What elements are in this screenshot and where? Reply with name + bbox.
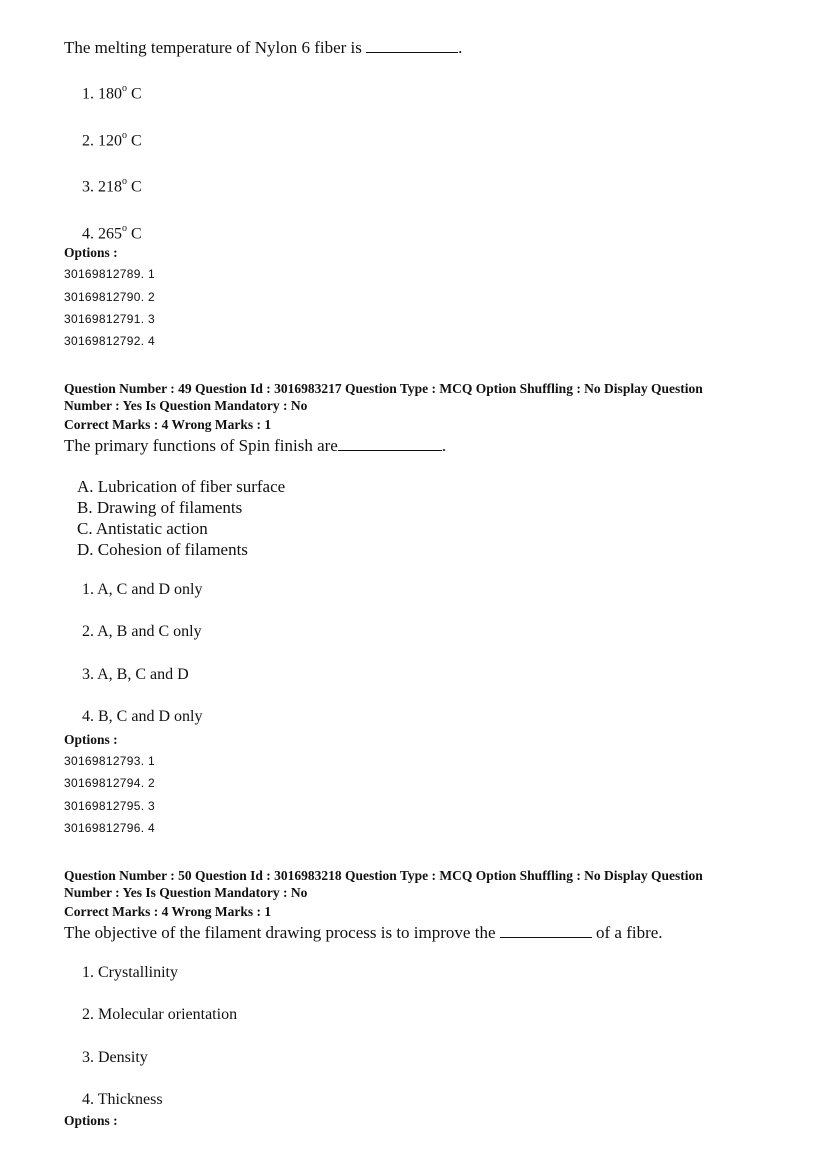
question-stem xyxy=(64,38,462,58)
answer-choice: 1. 180$^o$ C xyxy=(82,83,142,103)
answer-choice: 2. 120$^o$ C xyxy=(82,130,142,150)
options-label: Options : xyxy=(64,1113,118,1128)
question-stem xyxy=(64,436,446,456)
statement: D. Cohesion of filaments xyxy=(77,540,248,559)
statement: A. Lubrication of fiber surface xyxy=(77,477,286,496)
stem-text: The melting temperature of Nylon 6 fiber is xyxy=(64,38,367,57)
question-meta-line: Number : Yes Is Question Mandatory : No xyxy=(64,398,308,413)
statement: B. Drawing of filaments xyxy=(77,498,243,517)
question-marks: Correct Marks : 4 Wrong Marks : 1 xyxy=(64,417,272,432)
option-id: 30169812792. 4 xyxy=(64,334,155,348)
answer-blank xyxy=(500,923,592,938)
answer-blank xyxy=(338,436,442,451)
question-stem xyxy=(64,923,663,943)
answer-choice: 3. A, B, C and D xyxy=(82,666,189,683)
stem-text: The primary functions of Spin finish are xyxy=(64,436,338,455)
answer-choice: 1. Crystallinity xyxy=(82,964,178,981)
question-meta-line: Number : Yes Is Question Mandatory : No xyxy=(64,885,308,900)
stem-punct: . xyxy=(441,436,447,455)
question-meta-line: Question Number : 50 Question Id : 3016983218 Question Type : MCQ Option Shuffling : No Display Question xyxy=(64,868,703,883)
option-id: 30169812794. 2 xyxy=(64,776,155,790)
option-id: 30169812789. 1 xyxy=(64,267,155,281)
answer-choice: 2. A, B and C only xyxy=(82,623,202,640)
options-label: Options : xyxy=(64,245,118,260)
answer-choice: 1. A, C and D only xyxy=(82,581,203,598)
options-label: Options : xyxy=(64,732,118,747)
option-id: 30169812793. 1 xyxy=(64,754,155,768)
answer-choice: 3. 218$^o$ C xyxy=(82,176,142,196)
stem-punct: . xyxy=(458,38,463,57)
statement: C. Antistatic action xyxy=(77,519,208,538)
option-id: 30169812795. 3 xyxy=(64,799,155,813)
answer-choice: 4. Thickness xyxy=(82,1091,163,1108)
answer-blank xyxy=(366,38,458,53)
question-marks: Correct Marks : 4 Wrong Marks : 1 xyxy=(64,904,272,919)
option-id: 30169812790. 2 xyxy=(64,290,155,304)
option-id: 30169812796. 4 xyxy=(64,821,155,835)
stem-text-tail: of a fibre. xyxy=(591,923,663,942)
answer-choice: 2. Molecular orientation xyxy=(82,1006,238,1023)
answer-choice: 3. Density xyxy=(82,1049,148,1066)
stem-text: The objective of the filament drawing process is to improve the xyxy=(64,923,500,942)
option-id: 30169812791. 3 xyxy=(64,312,155,326)
question-meta-line: Question Number : 49 Question Id : 3016983217 Question Type : MCQ Option Shuffling : No Display Question xyxy=(64,381,703,396)
answer-choice: 4. 265$^o$ C xyxy=(82,223,142,243)
answer-choice: 4. B, C and D only xyxy=(82,708,203,725)
